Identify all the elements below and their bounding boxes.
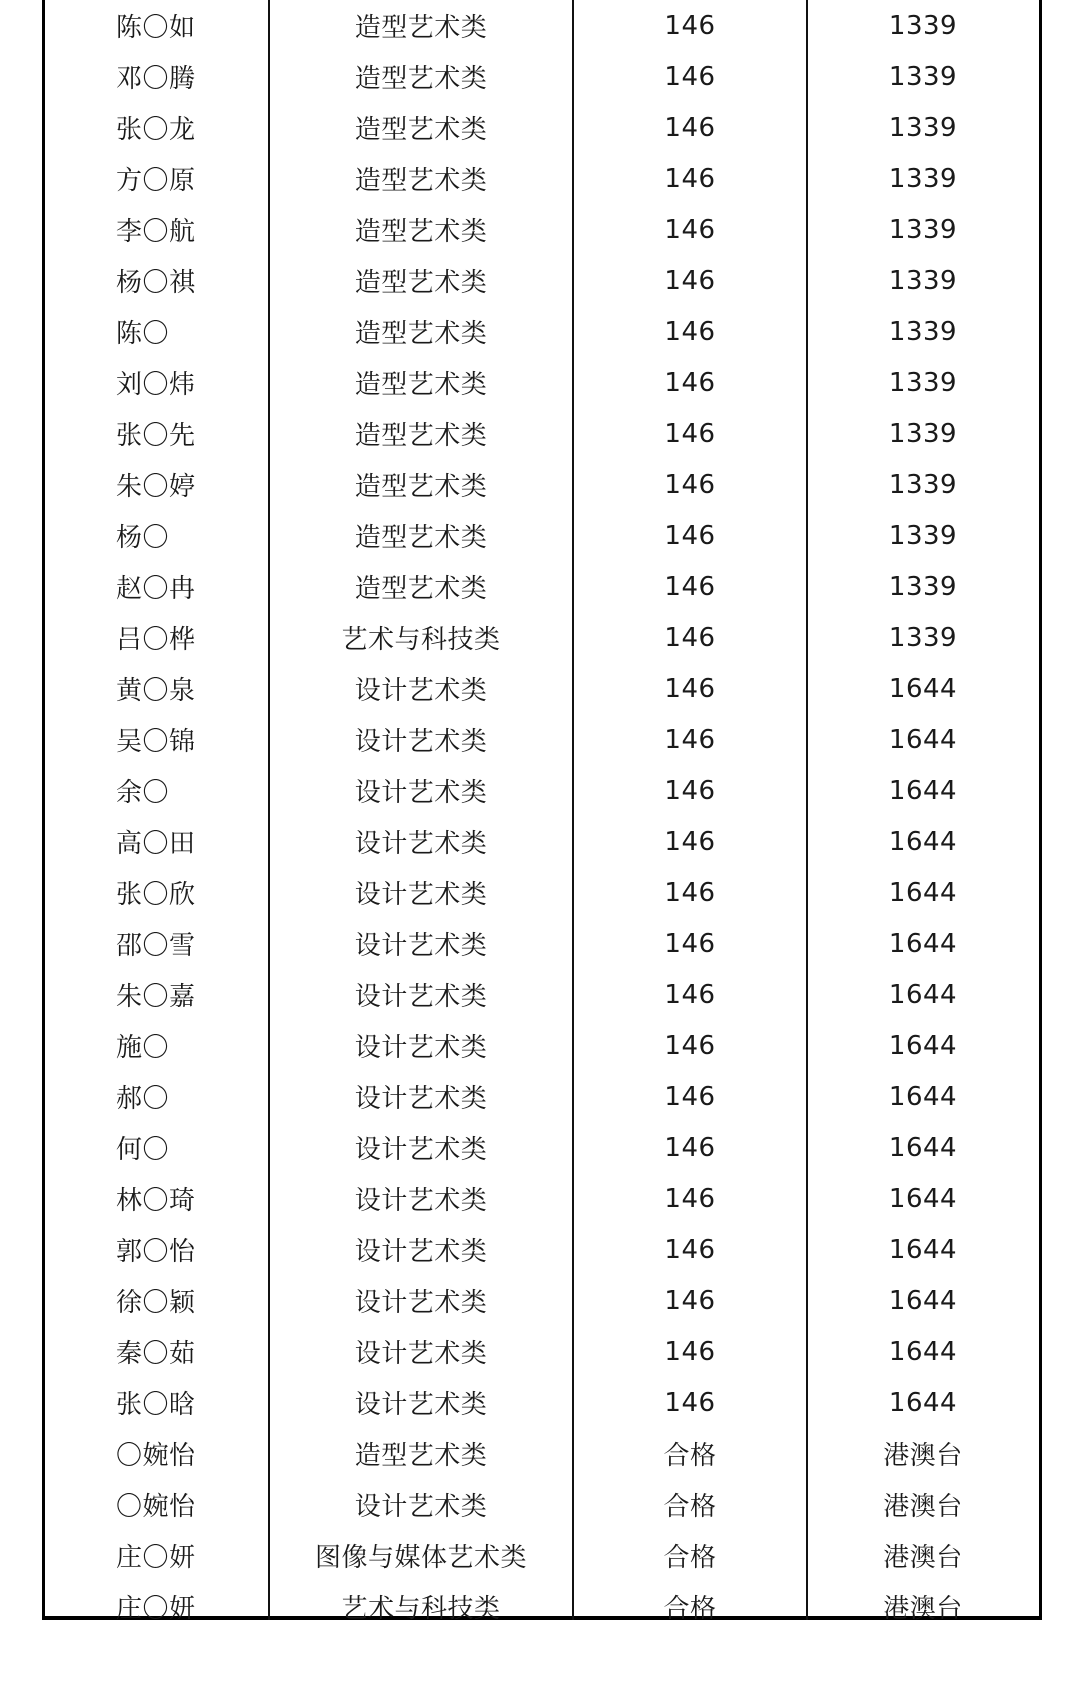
name-cell: 郭〇怡 xyxy=(116,1237,196,1267)
score-cell: 146 xyxy=(664,1132,716,1163)
table-row xyxy=(45,561,1039,612)
rank-cell: 1644 xyxy=(888,1387,958,1418)
name-cell: 李〇航 xyxy=(116,217,196,247)
category-cell: 造型艺术类 xyxy=(354,370,488,400)
table-row xyxy=(45,1530,1039,1581)
rank-cell: 1644 xyxy=(888,979,958,1010)
category-cell: 设计艺术类 xyxy=(354,778,488,808)
name-cell: 黄〇泉 xyxy=(116,676,196,706)
rank-cell: 1644 xyxy=(888,775,958,806)
score-cell: 146 xyxy=(664,928,716,959)
score-cell: 146 xyxy=(664,826,716,857)
name-cell: 杨〇祺 xyxy=(116,268,196,298)
rank-cell: 1339 xyxy=(888,163,958,194)
name-cell: 徐〇颖 xyxy=(116,1288,196,1318)
table-row xyxy=(45,1122,1039,1173)
table-row xyxy=(45,1020,1039,1071)
rank-cell: 1644 xyxy=(888,1081,958,1112)
rank-cell: 港澳台 xyxy=(883,1594,963,1624)
category-cell: 设计艺术类 xyxy=(354,1033,488,1063)
table-row xyxy=(45,102,1039,153)
name-cell: 郝〇 xyxy=(116,1084,170,1114)
name-cell: 高〇田 xyxy=(116,829,196,859)
name-cell: 张〇晗 xyxy=(116,1390,196,1420)
category-cell: 造型艺术类 xyxy=(354,64,488,94)
score-cell: 146 xyxy=(664,571,716,602)
category-cell: 设计艺术类 xyxy=(354,1135,488,1165)
table-row xyxy=(45,0,1039,51)
name-cell: 吴〇锦 xyxy=(116,727,196,757)
rank-cell: 1644 xyxy=(888,1285,958,1316)
table-row xyxy=(45,918,1039,969)
category-cell: 设计艺术类 xyxy=(354,931,488,961)
score-cell: 146 xyxy=(664,265,716,296)
category-cell: 造型艺术类 xyxy=(354,1441,488,1471)
table-row xyxy=(45,408,1039,459)
rank-cell: 1339 xyxy=(888,316,958,347)
table-row xyxy=(45,1479,1039,1530)
category-cell: 造型艺术类 xyxy=(354,217,488,247)
score-cell: 146 xyxy=(664,1285,716,1316)
name-cell: 朱〇嘉 xyxy=(116,982,196,1012)
category-cell: 图像与媒体艺术类 xyxy=(314,1543,527,1573)
category-cell: 设计艺术类 xyxy=(354,1186,488,1216)
score-cell: 146 xyxy=(664,775,716,806)
score-cell: 146 xyxy=(664,418,716,449)
table-row xyxy=(45,867,1039,918)
score-cell: 146 xyxy=(664,877,716,908)
rank-cell: 1644 xyxy=(888,724,958,755)
table-row xyxy=(45,153,1039,204)
name-cell: 余〇 xyxy=(116,778,170,808)
table-row xyxy=(45,969,1039,1020)
score-cell: 146 xyxy=(664,316,716,347)
rank-cell: 1644 xyxy=(888,877,958,908)
table-row xyxy=(45,255,1039,306)
rank-cell: 1339 xyxy=(888,112,958,143)
table-row xyxy=(45,306,1039,357)
score-cell: 146 xyxy=(664,367,716,398)
table-row xyxy=(45,714,1039,765)
score-cell: 146 xyxy=(664,61,716,92)
admission-list-table xyxy=(45,0,1039,1632)
rank-cell: 1339 xyxy=(888,10,958,41)
category-cell: 造型艺术类 xyxy=(354,319,488,349)
name-cell: 张〇龙 xyxy=(116,115,196,145)
name-cell: 〇婉怡 xyxy=(116,1441,196,1471)
category-cell: 设计艺术类 xyxy=(354,1237,488,1267)
score-cell: 146 xyxy=(664,724,716,755)
name-cell: 〇婉怡 xyxy=(116,1492,196,1522)
name-cell: 庄〇妍 xyxy=(116,1543,196,1573)
rank-cell: 1339 xyxy=(888,622,958,653)
rank-cell: 1339 xyxy=(888,61,958,92)
score-cell: 146 xyxy=(664,214,716,245)
category-cell: 造型艺术类 xyxy=(354,166,488,196)
category-cell: 设计艺术类 xyxy=(354,1339,488,1369)
score-cell: 146 xyxy=(664,673,716,704)
score-cell: 146 xyxy=(664,469,716,500)
name-cell: 张〇先 xyxy=(116,421,196,451)
rank-cell: 1339 xyxy=(888,367,958,398)
name-cell: 庄〇妍 xyxy=(116,1594,196,1624)
rank-cell: 1339 xyxy=(888,265,958,296)
rank-cell: 1339 xyxy=(888,469,958,500)
name-cell: 刘〇炜 xyxy=(116,370,196,400)
name-cell: 吕〇桦 xyxy=(116,625,196,655)
category-cell: 设计艺术类 xyxy=(354,727,488,757)
rank-cell: 港澳台 xyxy=(883,1543,963,1573)
category-cell: 设计艺术类 xyxy=(354,880,488,910)
category-cell: 造型艺术类 xyxy=(354,523,488,553)
rank-cell: 1339 xyxy=(888,571,958,602)
category-cell: 造型艺术类 xyxy=(354,13,488,43)
category-cell: 设计艺术类 xyxy=(354,1084,488,1114)
score-cell: 146 xyxy=(664,10,716,41)
rank-cell: 1644 xyxy=(888,1030,958,1061)
score-cell: 146 xyxy=(664,1081,716,1112)
category-cell: 设计艺术类 xyxy=(354,1390,488,1420)
rank-cell: 港澳台 xyxy=(883,1441,963,1471)
table-row xyxy=(45,459,1039,510)
rank-cell: 1644 xyxy=(888,673,958,704)
rank-cell: 1644 xyxy=(888,928,958,959)
rank-cell: 1644 xyxy=(888,1234,958,1265)
table-row xyxy=(45,765,1039,816)
rank-cell: 1339 xyxy=(888,418,958,449)
category-cell: 造型艺术类 xyxy=(354,268,488,298)
score-cell: 146 xyxy=(664,1336,716,1367)
table-row xyxy=(45,357,1039,408)
name-cell: 邵〇雪 xyxy=(116,931,196,961)
table-row xyxy=(45,1428,1039,1479)
category-cell: 艺术与科技类 xyxy=(341,625,501,655)
rank-cell: 港澳台 xyxy=(883,1492,963,1522)
score-cell: 146 xyxy=(664,163,716,194)
table-body xyxy=(45,0,1039,1632)
rank-cell: 1339 xyxy=(888,214,958,245)
name-cell: 林〇琦 xyxy=(116,1186,196,1216)
table-row xyxy=(45,1224,1039,1275)
score-cell: 合格 xyxy=(663,1594,717,1624)
category-cell: 造型艺术类 xyxy=(354,574,488,604)
name-cell: 方〇原 xyxy=(116,166,196,196)
rank-cell: 1644 xyxy=(888,1183,958,1214)
name-cell: 张〇欣 xyxy=(116,880,196,910)
table-row xyxy=(45,1071,1039,1122)
score-cell: 146 xyxy=(664,1387,716,1418)
score-cell: 146 xyxy=(664,622,716,653)
table-row xyxy=(45,816,1039,867)
category-cell: 造型艺术类 xyxy=(354,421,488,451)
category-cell: 造型艺术类 xyxy=(354,472,488,502)
name-cell: 何〇 xyxy=(116,1135,170,1165)
score-cell: 146 xyxy=(664,979,716,1010)
table-row xyxy=(45,1581,1039,1632)
category-cell: 设计艺术类 xyxy=(354,1288,488,1318)
table-row xyxy=(45,1173,1039,1224)
table-row xyxy=(45,1377,1039,1428)
rank-cell: 1644 xyxy=(888,1336,958,1367)
table-row xyxy=(45,510,1039,561)
score-cell: 146 xyxy=(664,520,716,551)
score-cell: 146 xyxy=(664,1234,716,1265)
score-cell: 合格 xyxy=(663,1441,717,1471)
name-cell: 朱〇婷 xyxy=(116,472,196,502)
name-cell: 秦〇茹 xyxy=(116,1339,196,1369)
table-row xyxy=(45,663,1039,714)
table-row xyxy=(45,1275,1039,1326)
score-cell: 146 xyxy=(664,1183,716,1214)
rank-cell: 1644 xyxy=(888,826,958,857)
category-cell: 设计艺术类 xyxy=(354,1492,488,1522)
table-row xyxy=(45,1326,1039,1377)
name-cell: 杨〇 xyxy=(116,523,170,553)
rank-cell: 1644 xyxy=(888,1132,958,1163)
score-cell: 146 xyxy=(664,112,716,143)
table-row xyxy=(45,204,1039,255)
category-cell: 设计艺术类 xyxy=(354,676,488,706)
score-cell: 合格 xyxy=(663,1492,717,1522)
category-cell: 艺术与科技类 xyxy=(341,1594,501,1624)
category-cell: 造型艺术类 xyxy=(354,115,488,145)
score-cell: 合格 xyxy=(663,1543,717,1573)
table-row xyxy=(45,51,1039,102)
category-cell: 设计艺术类 xyxy=(354,982,488,1012)
name-cell: 陈〇 xyxy=(116,319,170,349)
name-cell: 施〇 xyxy=(116,1033,170,1063)
category-cell: 设计艺术类 xyxy=(354,829,488,859)
rank-cell: 1339 xyxy=(888,520,958,551)
table-row xyxy=(45,612,1039,663)
name-cell: 邓〇腾 xyxy=(116,64,196,94)
name-cell: 赵〇冉 xyxy=(116,574,196,604)
name-cell: 陈〇如 xyxy=(116,13,196,43)
score-cell: 146 xyxy=(664,1030,716,1061)
